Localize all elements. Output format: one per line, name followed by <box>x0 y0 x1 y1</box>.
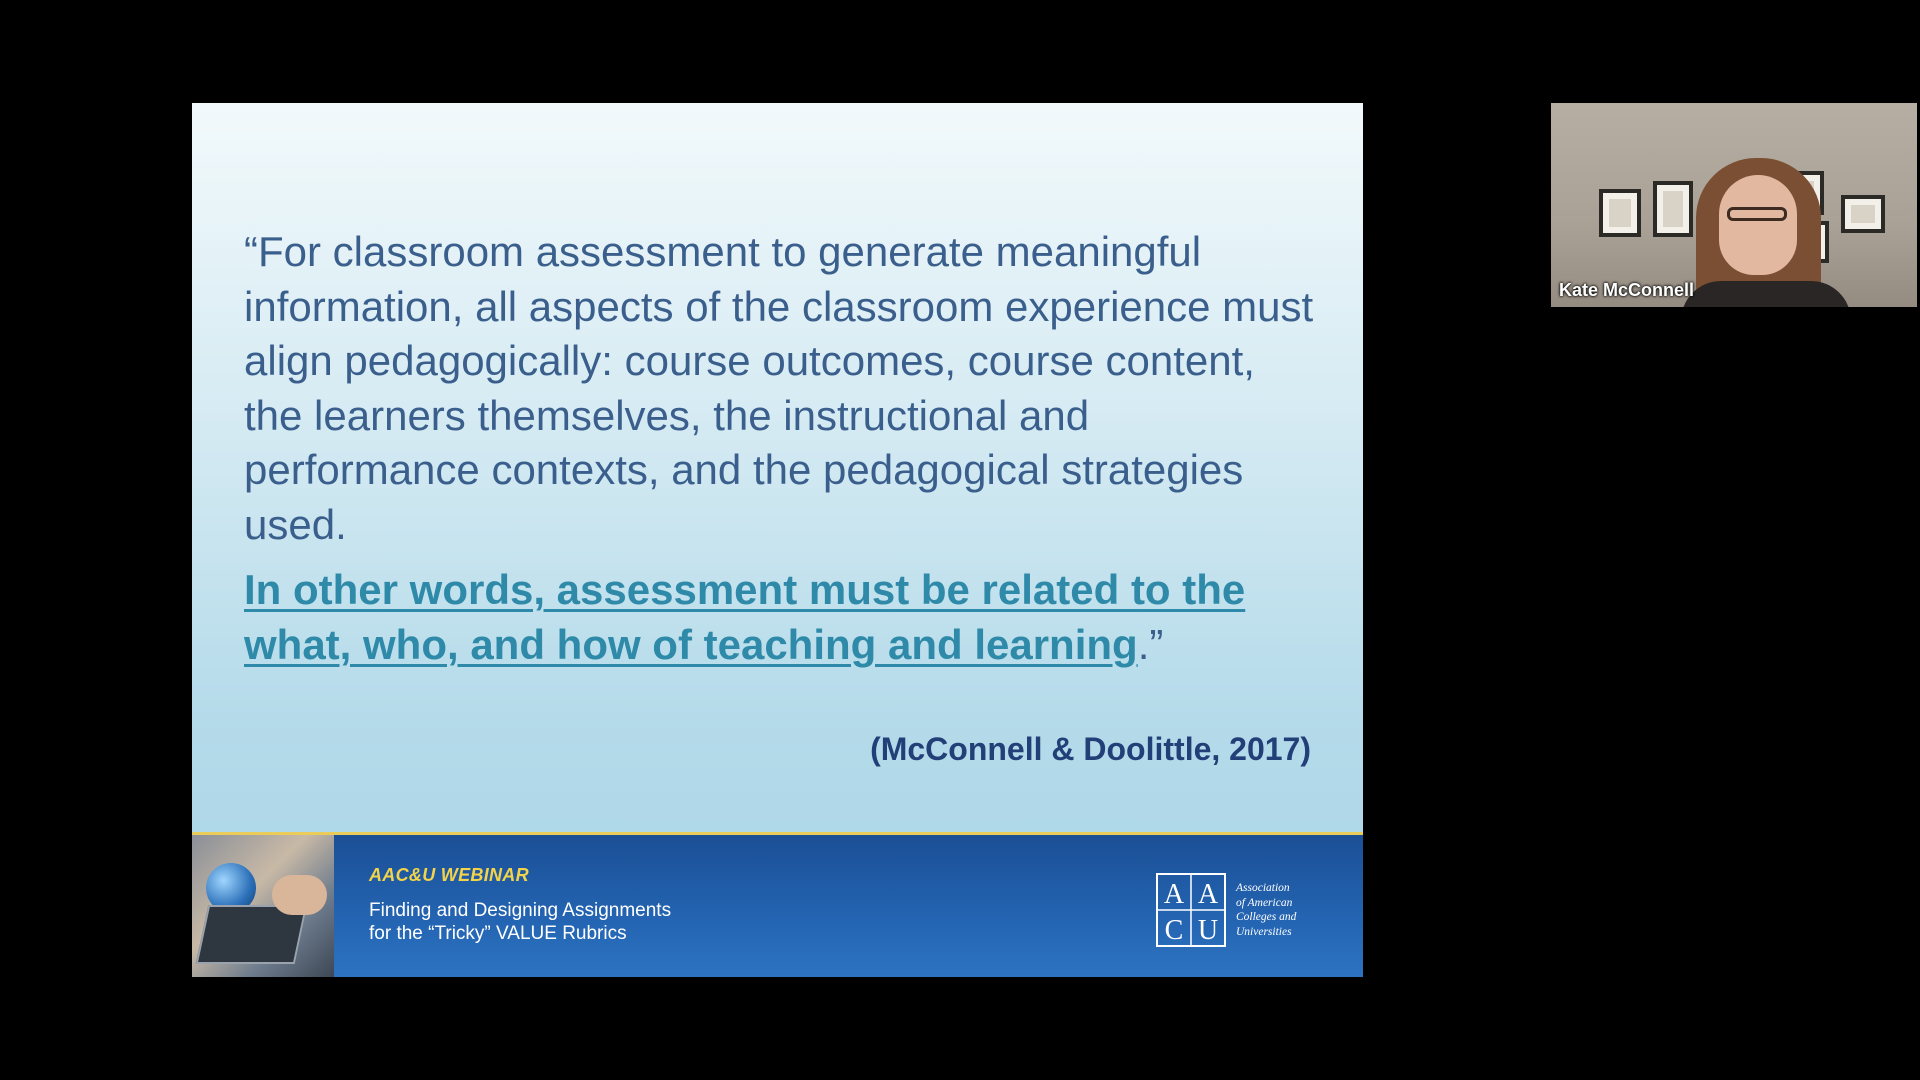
slide-footer <box>192 832 1363 977</box>
aacu-logo <box>1156 873 1316 953</box>
wall-frame <box>1599 189 1641 237</box>
footer-photo <box>192 835 334 977</box>
logo-text-line3: Colleges and <box>1236 911 1297 923</box>
aacu-logo-mark <box>1156 873 1226 947</box>
participant-body <box>1681 281 1851 307</box>
emphasis-text <box>244 563 1324 672</box>
webinar-title-line1: Finding and Designing Assignments <box>369 900 672 921</box>
citation: (McConnell & Doolittle, 2017) <box>870 731 1311 767</box>
hand-image <box>272 875 327 915</box>
emphasis-closing-quote: .” <box>1137 620 1164 668</box>
aacu-logo-text <box>1236 881 1296 939</box>
participant-face <box>1719 175 1797 275</box>
webinar-tag: AAC&U WEBINAR <box>369 865 529 885</box>
wall-frame <box>1653 181 1693 237</box>
logo-letter-4: U <box>1197 915 1219 946</box>
glasses <box>1727 207 1787 221</box>
participant-name: Kate McConnell <box>1559 280 1695 300</box>
emphasis-underlined: In other words, assessment must be related to the what, who, and how of teaching and learning <box>244 566 1246 668</box>
participant-video-tile[interactable] <box>1551 103 1917 307</box>
logo-text-line4: Universities <box>1236 925 1292 938</box>
logo-letter-2: A <box>1197 879 1219 910</box>
logo-letter-3: C <box>1164 915 1184 946</box>
logo-text-line2: of American <box>1236 896 1293 909</box>
wall-frame <box>1841 195 1885 233</box>
quote-text: “For classroom assessment to generate meaningful information, all aspects of the classroom experience must align pedagogically: course outcomes, course content, the learners themselves, the instructional and performance contexts, and the pedagogical strategies used. <box>244 228 1314 548</box>
logo-letter-1: A <box>1163 879 1185 910</box>
logo-text-line1: Association <box>1236 882 1290 894</box>
webinar-title-line2: for the “Tricky” VALUE Rubrics <box>369 923 627 944</box>
webinar-title <box>369 899 671 945</box>
shared-slide <box>192 103 1363 977</box>
